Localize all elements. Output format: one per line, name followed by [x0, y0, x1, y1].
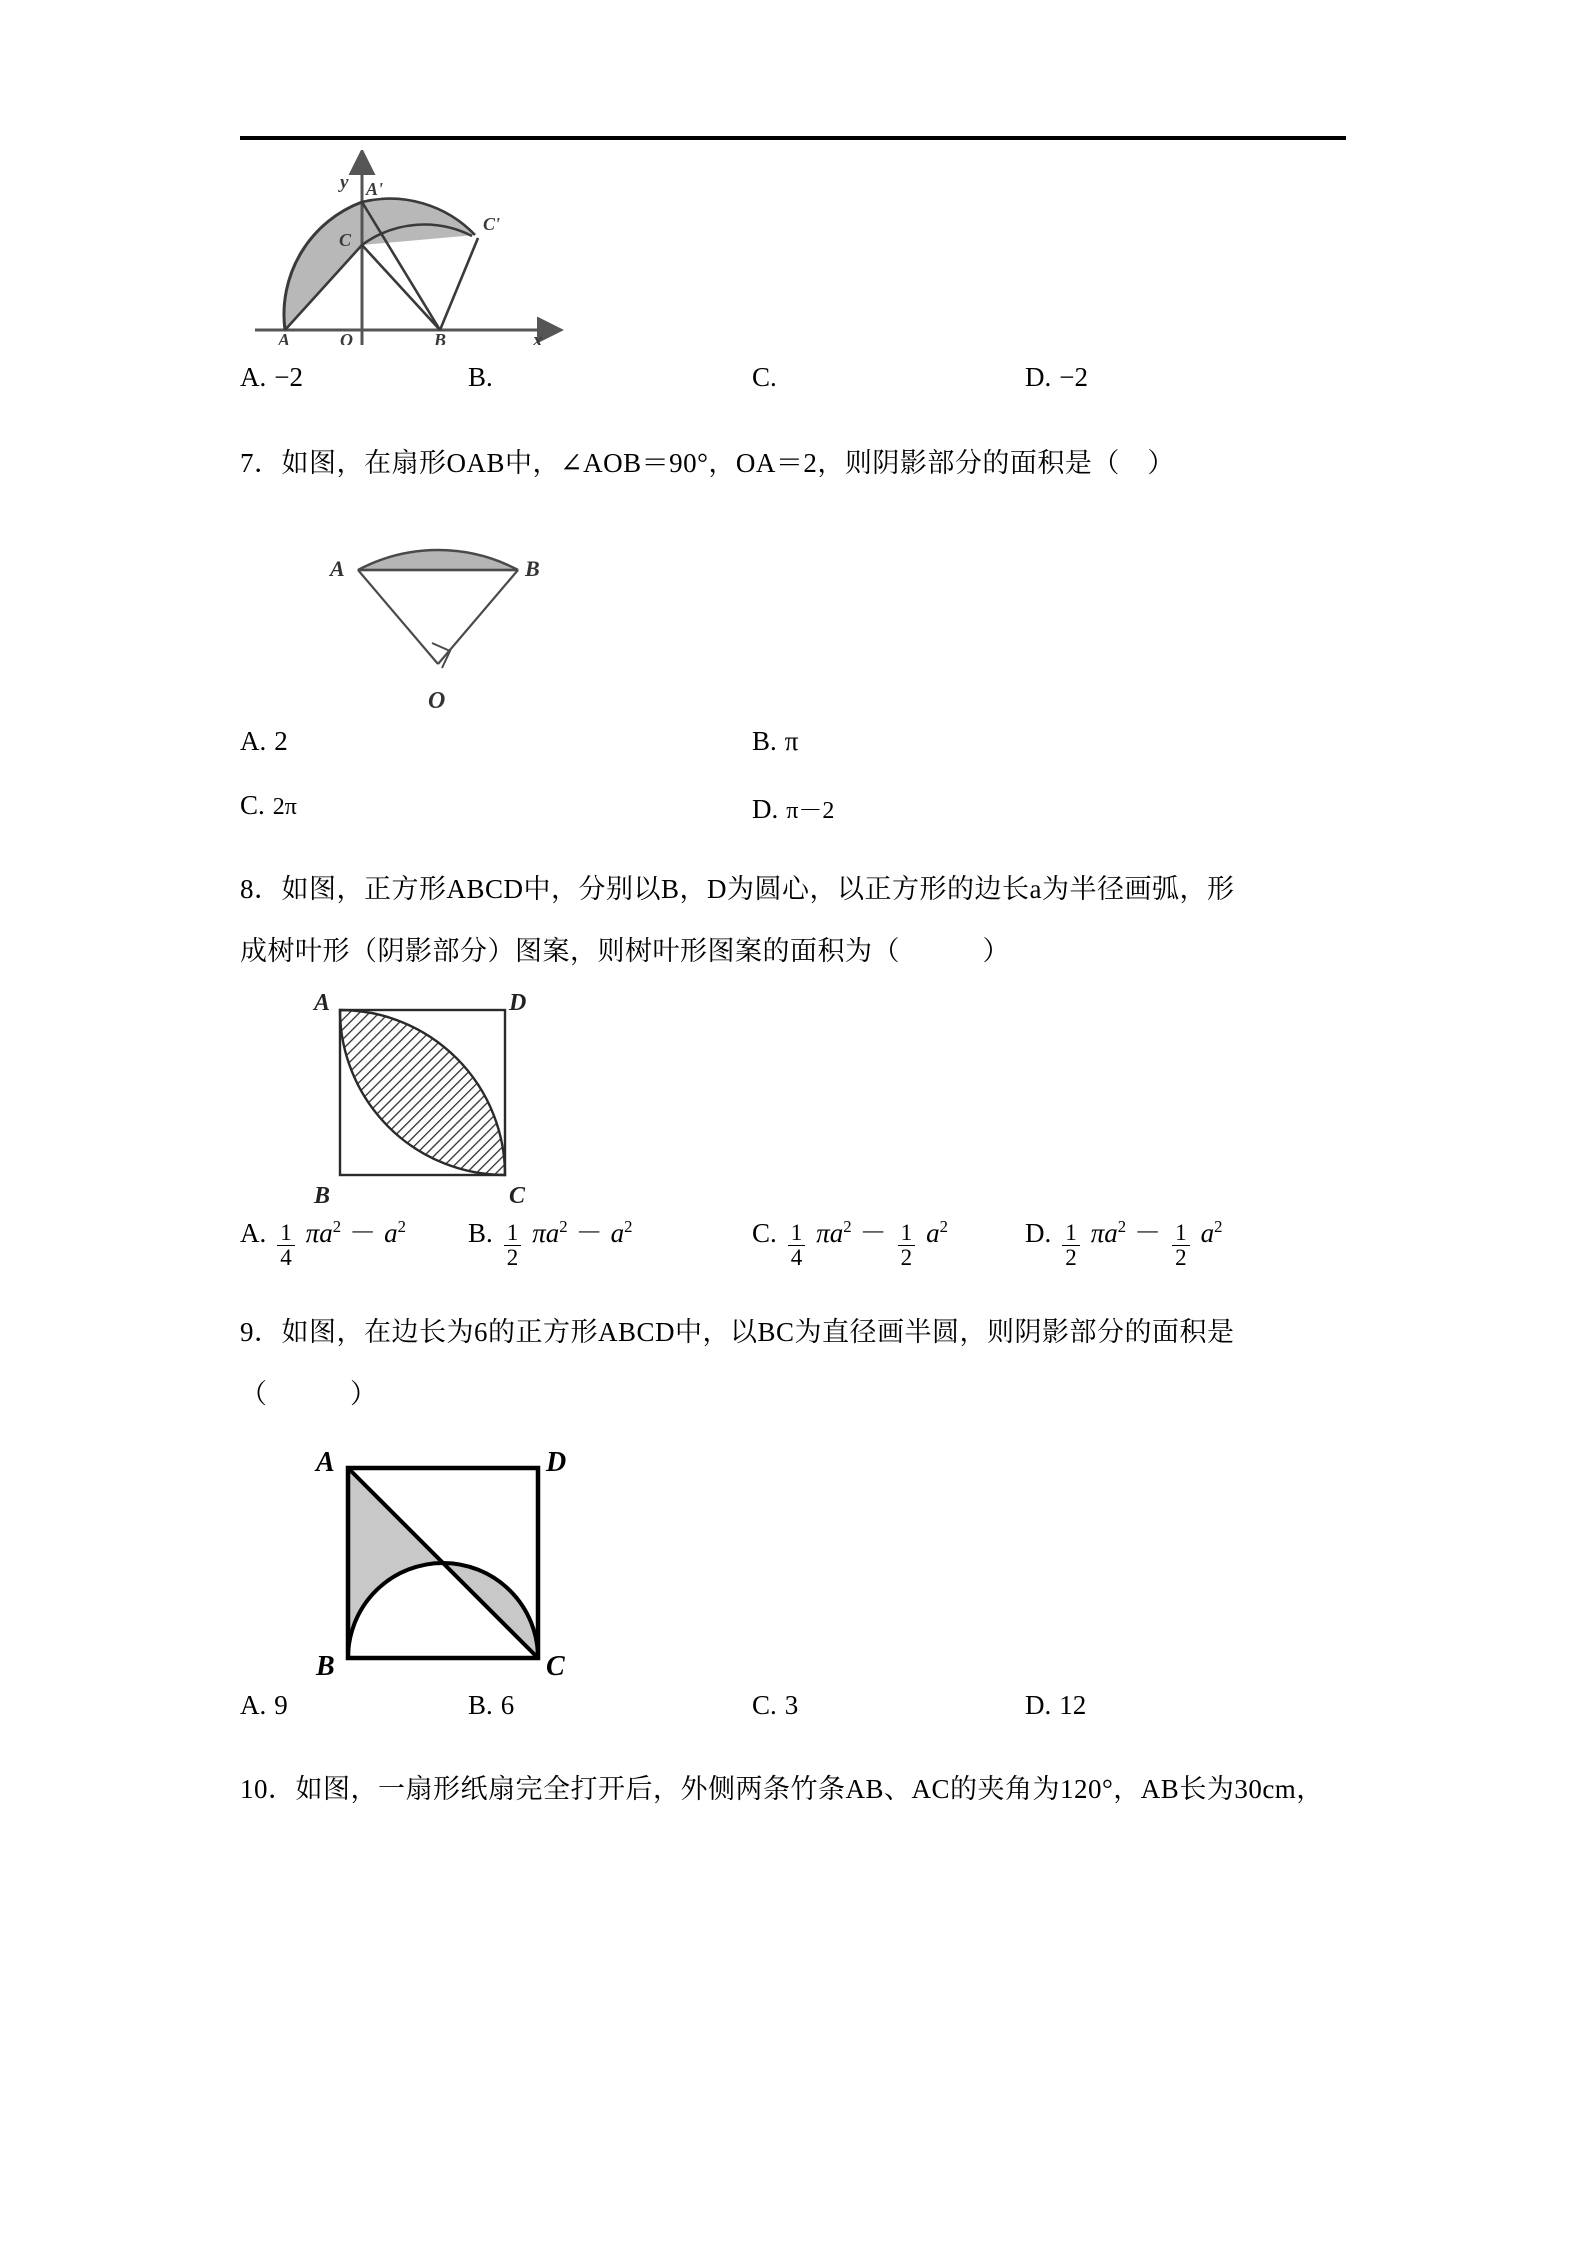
q8-option-b-term1: $\pi a^2$ — [532, 1217, 568, 1248]
q8-option-b-denominator: 2 — [504, 1245, 522, 1270]
q8-option-d-label: D. — [1025, 1218, 1052, 1248]
q9-option-b-value: 6 — [500, 1690, 515, 1720]
q8-option-b[interactable] — [468, 1211, 633, 1272]
q6-option-b-label: B. — [468, 362, 493, 392]
q6-option-c[interactable] — [752, 362, 785, 393]
q9-options-row — [240, 1690, 1360, 1746]
figure6-label-c: C — [339, 230, 352, 250]
q8-option-d-operator: － — [1134, 1218, 1162, 1248]
q6-option-a[interactable] — [240, 362, 303, 393]
figure8-label-b: B — [314, 1183, 331, 1207]
figure9-label-b: B — [316, 1651, 335, 1682]
q8-option-c[interactable] — [752, 1211, 948, 1272]
q8-option-b-label: B. — [468, 1218, 493, 1248]
q7-option-c-value: 2π — [272, 794, 297, 820]
figure6-label-y: y — [340, 172, 349, 193]
question-7-text: 7．如图，在扇形OAB中，∠AOB＝90°，OA＝2，则阴影部分的面积是（ ） — [240, 448, 1175, 478]
q8-option-a-label: A. — [240, 1218, 267, 1248]
q9-option-d-label: D. — [1025, 1690, 1052, 1720]
q8-option-a-term2: $a^2$ — [384, 1217, 407, 1248]
q8-option-c-numerator2: 1 — [900, 1220, 913, 1245]
figure7-label-b: B — [525, 556, 540, 581]
figure7-svg — [310, 512, 600, 717]
q8-option-a-operator: － — [349, 1218, 377, 1248]
figure6-label-aprime: A' — [366, 179, 384, 199]
figure7-label-o: O — [428, 688, 446, 714]
q8-option-b-operator: － — [575, 1218, 603, 1248]
q9-option-d[interactable] — [1025, 1690, 1086, 1721]
figure6-label-x: x — [533, 330, 543, 345]
q8-option-c-fraction2 — [898, 1221, 916, 1270]
q7-option-d[interactable] — [752, 790, 834, 825]
q9-option-c-label: C. — [752, 1690, 777, 1720]
page-header-rule — [240, 136, 1346, 140]
figure6-label-b: B — [434, 330, 447, 345]
q8-option-c-term1: $\pi a^2$ — [816, 1217, 852, 1248]
segment-c-b — [362, 245, 440, 330]
right-angle-mark — [432, 643, 450, 668]
q7-option-c[interactable] — [240, 790, 297, 821]
figure9-label-a: A — [316, 1447, 335, 1478]
figure6-label-o: O — [340, 330, 353, 345]
radius-oa — [358, 570, 438, 664]
figure6-label-a: A — [278, 330, 291, 345]
q9-option-b-label: B. — [468, 1690, 493, 1720]
q8-option-d-denominator1: 2 — [1062, 1245, 1080, 1270]
q8-option-c-operator: － — [859, 1218, 887, 1248]
question-10-text: 10．如图，一扇形纸扇完全打开后，外侧两条竹条AB、AC的夹角为120°，AB长为30cm， — [240, 1774, 1324, 1804]
q8-option-a[interactable] — [240, 1211, 406, 1272]
question-8-text-line2: 成树叶形（阴影部分）图案，则树叶形图案的面积为（ ） — [240, 936, 1010, 966]
q6-option-a-label: A. — [240, 362, 267, 392]
q7-options-row-2 — [240, 790, 1360, 846]
q8-option-c-denominator2: 2 — [898, 1245, 916, 1270]
q8-option-d[interactable] — [1025, 1211, 1223, 1272]
figure-sector-oab — [310, 512, 1360, 722]
figure8-label-d: D — [509, 992, 527, 1016]
q8-option-b-term2: $a^2$ — [610, 1217, 633, 1248]
figure6-svg — [240, 150, 570, 345]
q8-option-d-term1: $\pi a^2$ — [1090, 1217, 1127, 1248]
q8-option-c-denominator1: 4 — [788, 1245, 806, 1270]
q9-option-d-value: 12 — [1059, 1690, 1087, 1720]
figure-rotated-sector-coordinate-plane — [240, 150, 1360, 345]
q8-option-d-fraction2 — [1172, 1221, 1190, 1270]
figure9-svg — [308, 1443, 588, 1683]
radius-ob — [438, 570, 518, 664]
q9-option-b[interactable] — [468, 1690, 514, 1721]
q9-option-c-value: 3 — [784, 1690, 799, 1720]
q6-option-b[interactable] — [468, 362, 501, 393]
leaf-shaded-region — [340, 1010, 505, 1175]
figure8-svg — [310, 992, 560, 1207]
figure8-label-c: C — [509, 1183, 526, 1207]
q8-option-c-fraction1 — [788, 1221, 806, 1270]
q6-options-row — [240, 362, 1360, 418]
segment-b-cprime — [440, 238, 478, 330]
q8-option-b-numerator: 1 — [506, 1220, 519, 1245]
question-9-text-line2: （ ） — [240, 1379, 378, 1409]
q8-option-c-term2: $a^2$ — [926, 1217, 949, 1248]
q7-option-d-value: π－2 — [786, 798, 835, 824]
q8-options-row — [240, 1211, 1360, 1293]
q9-option-a[interactable] — [240, 1690, 288, 1721]
figure7-label-a: A — [330, 556, 345, 581]
q7-option-b-value: π — [784, 726, 799, 756]
q8-option-d-term2: $a^2$ — [1200, 1217, 1223, 1248]
q6-option-d-label: D. — [1025, 362, 1052, 392]
q8-option-a-denominator: 4 — [277, 1245, 295, 1270]
figure9-label-c: C — [546, 1651, 565, 1682]
figure9-label-d: D — [546, 1447, 567, 1478]
q7-option-a[interactable] — [240, 726, 288, 757]
q8-option-d-numerator2: 1 — [1175, 1220, 1187, 1245]
q7-option-a-value: 2 — [274, 726, 288, 756]
q7-option-a-label: A. — [240, 726, 267, 756]
q8-option-c-label: C. — [752, 1218, 777, 1248]
q7-option-d-label: D. — [752, 794, 779, 824]
q8-option-d-numerator1: 1 — [1065, 1220, 1077, 1245]
figure-square-semicircle — [308, 1443, 1360, 1688]
q8-option-d-denominator2: 2 — [1172, 1245, 1190, 1270]
page-content — [240, 150, 1360, 1820]
q6-option-d[interactable] — [1025, 362, 1088, 393]
q6-option-c-label: C. — [752, 362, 777, 392]
q9-option-a-label: A. — [240, 1690, 267, 1720]
q6-option-a-value: −2 — [274, 362, 303, 392]
q8-option-c-numerator1: 1 — [790, 1220, 803, 1245]
q8-option-a-fraction — [277, 1221, 295, 1270]
q7-option-b[interactable] — [752, 726, 798, 757]
question-9-text-line1: 9．如图，在边长为6的正方形ABCD中，以BC为直径画半圆，则阴影部分的面积是 — [240, 1317, 1235, 1347]
figure6-label-cprime: C' — [483, 214, 501, 234]
q9-option-a-value: 9 — [274, 1690, 288, 1720]
figure8-label-a: A — [314, 992, 331, 1016]
q9-option-c[interactable] — [752, 1690, 798, 1721]
q8-option-d-fraction1 — [1062, 1221, 1080, 1270]
question-8-text-line1: 8．如图，正方形ABCD中，分别以B，D为圆心，以正方形的边长a为半径画弧，形 — [240, 874, 1235, 904]
q8-option-a-numerator: 1 — [280, 1220, 292, 1245]
q7-options-row-1 — [240, 726, 1360, 782]
q6-option-d-value: −2 — [1059, 362, 1088, 392]
shaded-circular-segment — [358, 550, 518, 570]
q7-option-b-label: B. — [752, 726, 777, 756]
q7-option-c-label: C. — [240, 790, 265, 820]
q8-option-b-fraction — [504, 1221, 522, 1270]
figure-square-leaf — [310, 992, 1360, 1207]
q8-option-a-term1: $\pi a^2$ — [305, 1217, 342, 1248]
